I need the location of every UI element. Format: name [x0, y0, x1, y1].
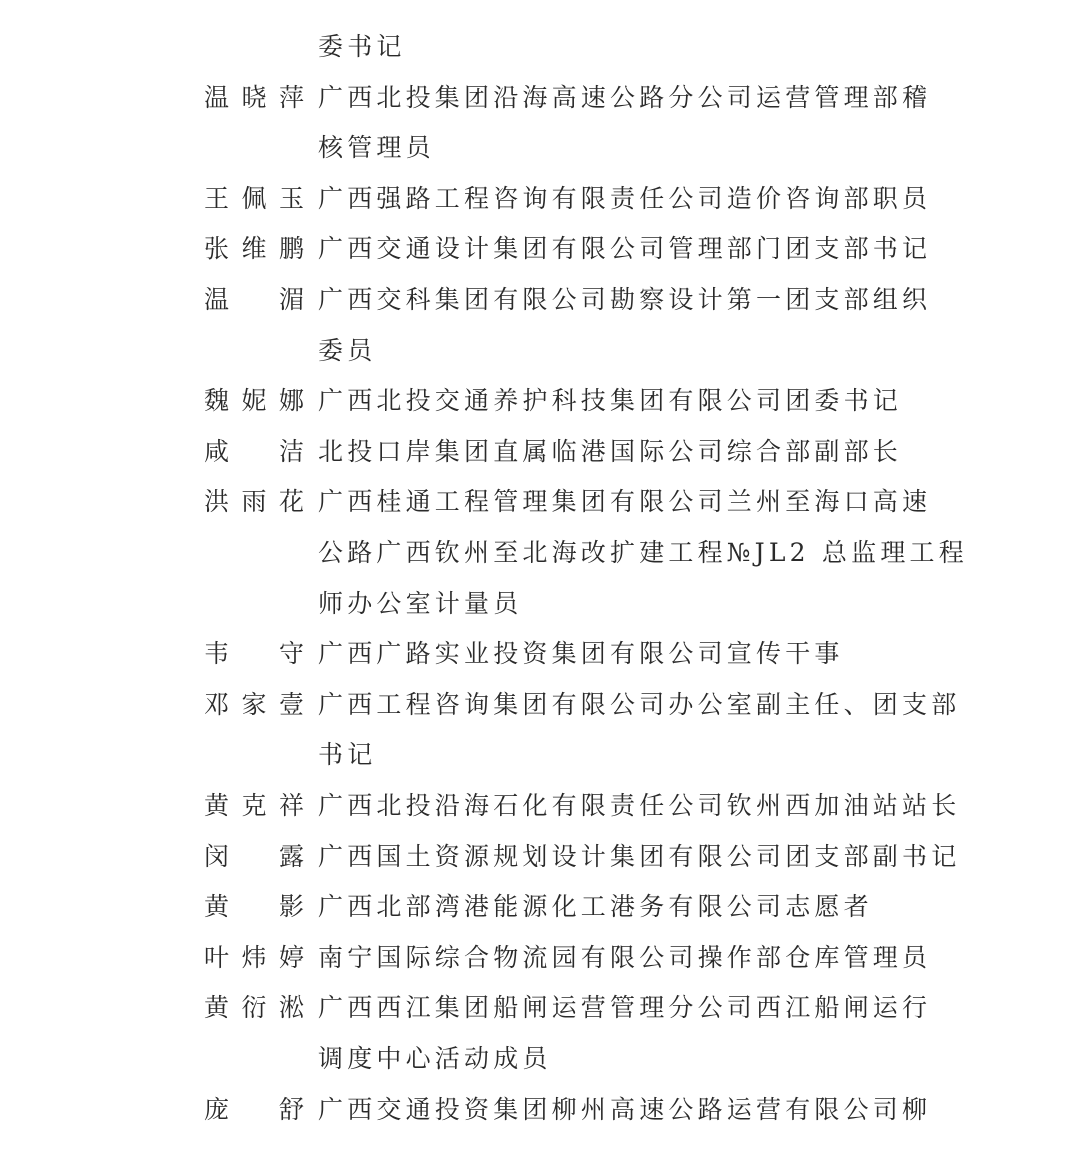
position-description: 广西北部湾港能源化工港务有限公司志愿者	[318, 892, 873, 922]
person-name: 咸 洁	[204, 436, 304, 466]
person-name: 黄 克 祥	[204, 791, 304, 820]
person-name: 魏 妮 娜	[204, 386, 304, 416]
position-description: 公路广西钦州至北海改扩建工程№JL2 总监理工程	[318, 538, 968, 567]
position-description: 广西西江集团船闸运营管理分公司西江船闸运行	[318, 993, 932, 1023]
position-description: 广西交通投资集团柳州高速公路运营有限公司柳	[318, 1094, 932, 1124]
person-name: 王 佩 玉	[204, 183, 304, 213]
person-name: 庞 舒	[204, 1094, 304, 1124]
position-description: 广西北投集团沿海高速公路分公司运营管理部稽	[318, 82, 932, 112]
person-name: 张 维 鹏	[204, 234, 304, 264]
position-description: 书记	[318, 740, 377, 770]
position-description: 北投口岸集团直属临港国际公司综合部副部长	[318, 436, 903, 466]
position-description: 广西桂通工程管理集团有限公司兰州至海口高速	[318, 487, 932, 517]
person-name: 黄 衍 淞	[204, 993, 304, 1023]
position-description: 师办公室计量员	[318, 588, 523, 618]
position-description: 南宁国际综合物流园有限公司操作部仓库管理员	[318, 942, 932, 972]
position-description: 广西交科集团有限公司勘察设计第一团支部组织	[318, 285, 932, 314]
person-name: 闵 露	[204, 841, 304, 871]
person-name: 洪 雨 花	[204, 487, 304, 517]
position-description: 广西广路实业投资集团有限公司宣传干事	[318, 639, 844, 669]
position-description: 调度中心活动成员	[318, 1044, 552, 1073]
position-description: 广西北投交通养护科技集团有限公司团委书记	[318, 386, 903, 416]
position-description: 委员	[318, 335, 377, 365]
position-description: 广西交通设计集团有限公司管理部门团支部书记	[318, 234, 932, 264]
position-description: 广西工程咨询集团有限公司办公室副主任、团支部	[318, 689, 961, 719]
position-description: 广西北投沿海石化有限责任公司钦州西加油站站长	[318, 791, 961, 820]
position-description: 核管理员	[318, 133, 435, 163]
position-description: 广西强路工程咨询有限责任公司造价咨询部职员	[318, 183, 932, 213]
person-name: 温 湄	[204, 285, 304, 314]
position-description: 委书记	[318, 32, 406, 61]
person-name: 韦 守	[204, 639, 304, 669]
person-name: 邓 家 壹	[204, 689, 304, 719]
person-name: 黄 影	[204, 892, 304, 922]
position-description: 广西国土资源规划设计集团有限公司团支部副书记	[318, 841, 961, 871]
person-name: 温 晓 萍	[204, 82, 304, 112]
person-name: 叶 炜 婷	[204, 942, 304, 972]
